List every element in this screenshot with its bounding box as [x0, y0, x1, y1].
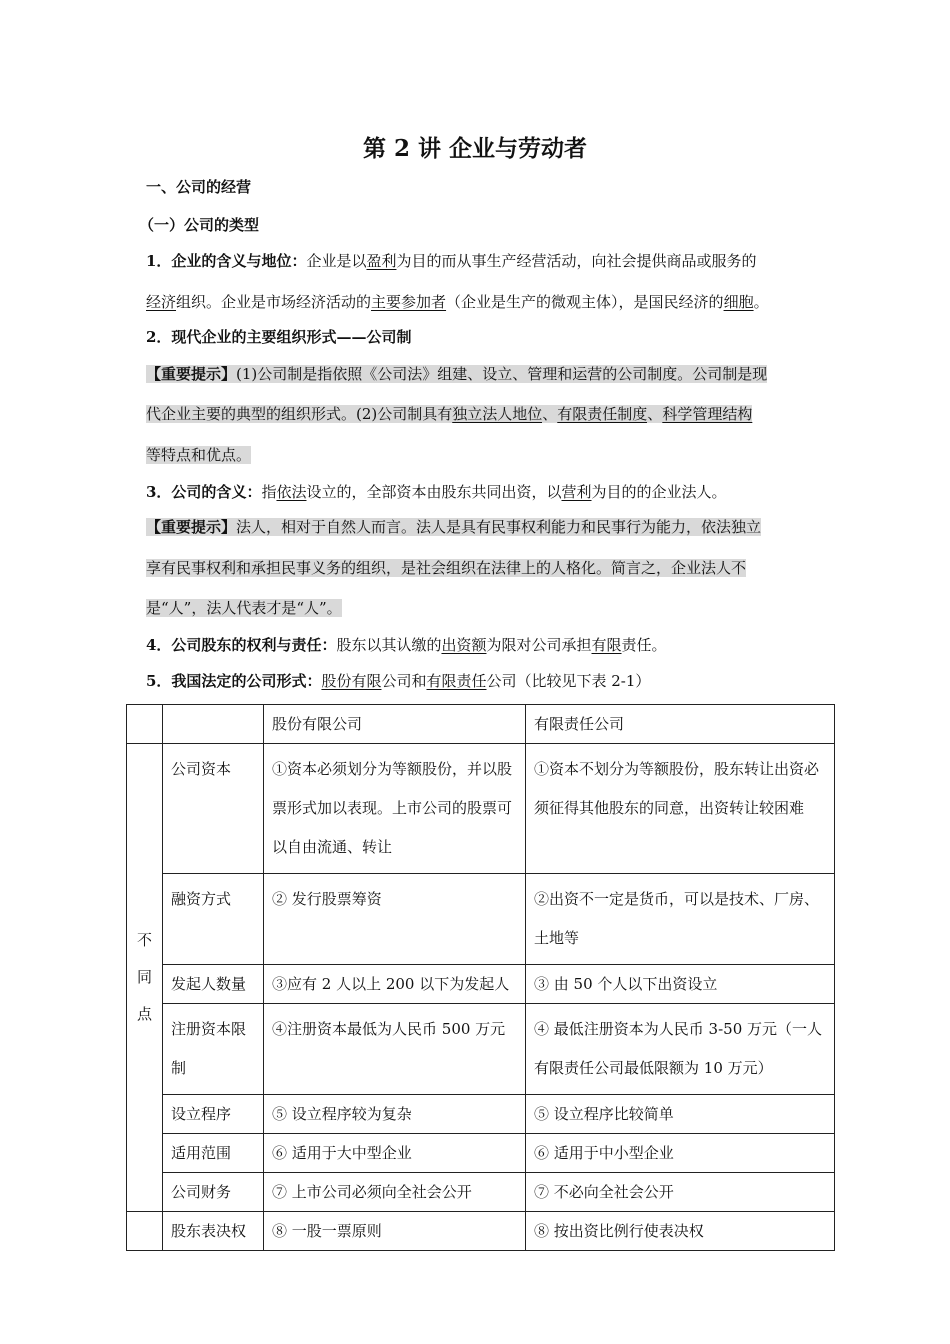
- subsection-heading: （一）公司的类型: [139, 216, 260, 234]
- key-term: 依法: [276, 483, 307, 501]
- group-label-differences: [127, 744, 163, 1212]
- row-limited-liability: ⑤ 设立程序比较简单: [526, 1095, 835, 1134]
- row-item: 设立程序: [163, 1095, 264, 1134]
- text: 为目的的企业法人。: [591, 483, 727, 501]
- header-cell-joint-stock: 股份有限公司: [264, 705, 526, 744]
- row-limited-liability: ④ 最低注册资本为人民币 3-50 万元（一人有限责任公司最低限额为 10 万元）: [526, 1004, 835, 1095]
- section-heading: 一、公司的经营: [146, 178, 252, 196]
- note-text: 代企业主要的典型的组织形式。(2)公司制具有: [146, 405, 453, 423]
- key-term: 出资额: [441, 636, 487, 654]
- text: 企业是以: [306, 252, 367, 270]
- group-label-char: 同: [136, 968, 152, 986]
- text: 为限对公司承担: [486, 636, 592, 654]
- text: 为目的而从事生产经营活动，向社会提供商品或服务的: [396, 252, 757, 270]
- table-row: [127, 874, 835, 965]
- note-tag: 【重要提示】: [146, 365, 237, 383]
- note-text: 等特点和优点。: [146, 446, 252, 464]
- note-text: 、: [542, 405, 558, 423]
- row-item: 公司财务: [163, 1173, 264, 1212]
- table-row: [127, 1095, 835, 1134]
- paragraph-heading: 5．我国法定的公司形式：: [146, 672, 322, 690]
- paragraph-heading: 3．公司的含义：: [146, 483, 262, 501]
- group-label-char: 不: [136, 931, 152, 949]
- note-text: 是“人”，法人代表才是“人”。: [146, 599, 342, 617]
- header-cell-limited-liability: 有限责任公司: [526, 705, 835, 744]
- header-cell-empty: [163, 705, 264, 744]
- paragraph-company-forms: [146, 670, 650, 692]
- table-row: [127, 1173, 835, 1212]
- key-term: 经济: [146, 293, 177, 311]
- header-cell-empty: [127, 705, 163, 744]
- note-line: [146, 557, 746, 579]
- row-limited-liability: ⑧ 按出资比例行使表决权: [526, 1212, 835, 1251]
- row-joint-stock: ⑦ 上市公司必须向全社会公开: [264, 1173, 526, 1212]
- paragraph-enterprise-line2: [146, 291, 769, 313]
- note-line: [146, 403, 752, 425]
- group-label-char: 点: [136, 1005, 152, 1023]
- group-label-text: [127, 922, 162, 1033]
- row-item: 发起人数量: [163, 965, 264, 1004]
- text: 。: [753, 293, 769, 311]
- key-term: 股份有限: [321, 672, 382, 690]
- note-line: [146, 363, 767, 385]
- text: 组织。企业是市场经济活动的: [176, 293, 372, 311]
- key-term: 有限: [591, 636, 622, 654]
- row-joint-stock: ⑤ 设立程序较为复杂: [264, 1095, 526, 1134]
- group-cell-empty: [127, 1212, 163, 1251]
- row-joint-stock: ⑧ 一股一票原则: [264, 1212, 526, 1251]
- row-joint-stock: ② 发行股票筹资: [264, 874, 526, 965]
- paragraph-heading: 4．公司股东的权利与责任：: [146, 636, 337, 654]
- note-line: [146, 444, 251, 466]
- row-joint-stock: ①资本必须划分为等额股份，并以股票形式加以表现。上市公司的股票可以自由流通、转让: [264, 744, 526, 874]
- key-term: 科学管理结构: [662, 405, 753, 423]
- row-limited-liability: ⑥ 适用于中小型企业: [526, 1134, 835, 1173]
- paragraph-company-definition: [146, 481, 727, 503]
- row-item: 适用范围: [163, 1134, 264, 1173]
- key-term: 主要参加者: [371, 293, 447, 311]
- table-row: [127, 1212, 835, 1251]
- row-item: 公司资本: [163, 744, 264, 874]
- key-term: 独立法人地位: [452, 405, 543, 423]
- key-term: 细胞: [723, 293, 754, 311]
- table-row: [127, 965, 835, 1004]
- row-joint-stock: ③应有 2 人以上 200 以下为发起人: [264, 965, 526, 1004]
- row-item: 注册资本限制: [163, 1004, 264, 1095]
- text: 公司（比较见下表 2-1）: [486, 672, 651, 690]
- text: 公司和: [381, 672, 427, 690]
- text: 设立的，全部资本由股东共同出资，以: [306, 483, 562, 501]
- key-term: 有限责任: [426, 672, 487, 690]
- key-term: 盈利: [366, 252, 397, 270]
- paragraph-heading: 1．企业的含义与地位：: [146, 252, 307, 270]
- table-header-row: [127, 705, 835, 744]
- row-limited-liability: ③ 由 50 个人以下出资设立: [526, 965, 835, 1004]
- note-text: 享有民事权利和承担民事义务的组织，是社会组织在法律上的人格化。简言之，企业法人不: [146, 559, 747, 577]
- paragraph-enterprise-line1: [146, 250, 757, 272]
- table-row: [127, 1134, 835, 1173]
- paragraph-heading-company-system: 2．现代企业的主要组织形式——公司制: [146, 328, 412, 346]
- row-item: 股东表决权: [163, 1212, 264, 1251]
- text: 股东以其认缴的: [336, 636, 442, 654]
- row-limited-liability: ⑦ 不必向全社会公开: [526, 1173, 835, 1212]
- key-term: 营利: [561, 483, 592, 501]
- text: （企业是生产的微观主体），是国民经济的: [446, 293, 724, 311]
- key-term: 有限责任制度: [557, 405, 648, 423]
- note-text: 法人，相对于自然人而言。法人是具有民事权利能力和民事行为能力，依法独立: [236, 518, 762, 536]
- note-line: [146, 516, 761, 538]
- text: 指: [261, 483, 277, 501]
- note-text: (1)公司制是指依照《公司法》组建、设立、管理和运营的公司制度。公司制是现: [236, 365, 768, 383]
- row-joint-stock: ④注册资本最低为人民币 500 万元: [264, 1004, 526, 1095]
- note-text: 、: [647, 405, 663, 423]
- row-limited-liability: ①资本不划分为等额股份，股东转让出资必须征得其他股东的同意，出资转让较困难: [526, 744, 835, 874]
- note-line: [146, 597, 342, 619]
- paragraph-shareholder-rights: [146, 634, 667, 656]
- table-row: [127, 744, 835, 874]
- row-limited-liability: ②出资不一定是货币，可以是技术、厂房、土地等: [526, 874, 835, 965]
- row-item: 融资方式: [163, 874, 264, 965]
- note-tag: 【重要提示】: [146, 518, 237, 536]
- comparison-table: [126, 704, 835, 1251]
- table-row: [127, 1004, 835, 1095]
- text: 责任。: [621, 636, 667, 654]
- row-joint-stock: ⑥ 适用于大中型企业: [264, 1134, 526, 1173]
- page-title: 第 2 讲 企业与劳动者: [362, 135, 588, 162]
